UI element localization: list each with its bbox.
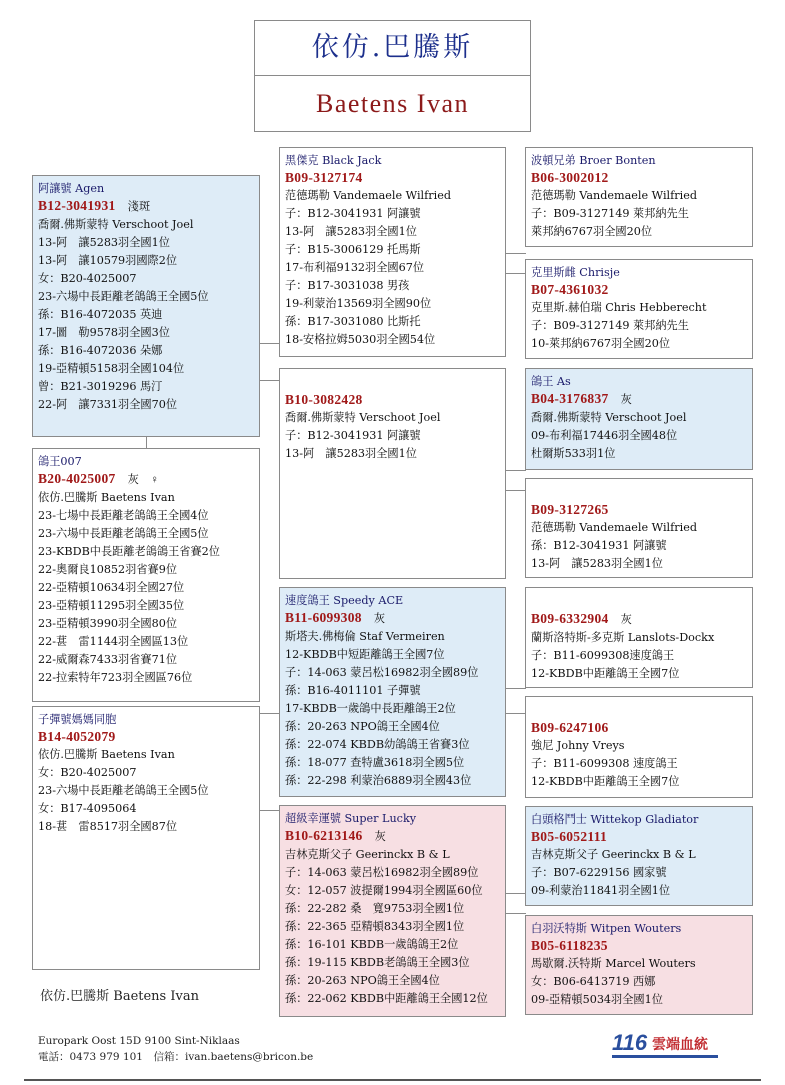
color-note: 灰 ♀ <box>127 474 160 486</box>
info-line: 子：B15-3006129 托馬斯 <box>285 243 421 256</box>
info-line: 子：B09-3127149 萊邦納先生 <box>531 207 689 220</box>
info-line: 17-圖 勒9578羽全國3位 <box>38 326 170 339</box>
info-line: 22-阿 讓7331羽全國70位 <box>38 398 178 411</box>
pigeon-name: 子彈號媽媽同胞 <box>38 713 117 726</box>
pedigree-card-subject <box>32 175 260 437</box>
info-line: 12-KBDB中距離鴿王全國7位 <box>531 775 680 788</box>
info-line: 18-葚 雷8517羽全國87位 <box>38 820 178 833</box>
info-line: 18-安格拉姆5030羽全國54位 <box>285 333 436 346</box>
ring-number: B09-6332904 灰 <box>531 611 633 626</box>
info-line: 17-布利福9132羽全國67位 <box>285 261 425 274</box>
pigeon-name: 黑傑克 Black Jack <box>285 154 382 167</box>
breeder-name: 依仿.巴騰斯 Baetens Ivan <box>40 989 199 1004</box>
pigeon-name: 鴿王007 <box>38 455 82 468</box>
info-line: 孫：B16-4072035 英迪 <box>38 308 163 321</box>
pedigree-card-partner-2-dam-dam <box>525 915 753 1015</box>
info-line: 22-奧爾良10852羽省賽9位 <box>38 563 178 576</box>
info-line: 孫：22-298 利蒙治6889羽全國43位 <box>285 774 472 787</box>
connector <box>505 273 526 274</box>
pigeon-name: 波頓兄弟 Broer Bonten <box>531 154 656 167</box>
info-line: 09-利蒙治11841羽全國1位 <box>531 884 671 897</box>
info-line: 19-亞精頓5158羽全國104位 <box>38 362 185 375</box>
info-line: 孫：22-365 亞精頓8343羽全國1位 <box>285 920 465 933</box>
owner-name-english: Baetens Ivan <box>315 89 469 118</box>
info-line: 09-布利福17446羽全國48位 <box>531 429 678 442</box>
ring-number: B07-4361032 <box>531 282 609 297</box>
color-note: 灰 <box>620 394 633 406</box>
info-line: 子：B12-3041931 阿讓號 <box>285 207 421 220</box>
ring-number: B04-3176837 灰 <box>531 391 633 406</box>
connector <box>505 913 526 914</box>
pigeon-name: 鴿王 As <box>531 375 571 388</box>
brand-logo <box>612 1030 722 1056</box>
pedigree-card-partner-2-sire-sire <box>525 587 753 688</box>
ring-number: B10-3082428 <box>285 392 363 407</box>
info-line: 13-阿 讓5283羽全國1位 <box>285 225 417 238</box>
info-line: 孫：22-074 KBDB幼鴿鴿王省賽3位 <box>285 738 470 751</box>
info-line: 13-阿 讓5283羽全國1位 <box>38 236 170 249</box>
ring-number: B20-4025007 灰 ♀ <box>38 471 160 486</box>
info-line: 22-拉索特年723羽全國區76位 <box>38 671 193 684</box>
info-line: 23-六場中長距離老鴿鴿王全國5位 <box>38 527 209 540</box>
info-line: 孫：18-077 查特盧3618羽全國5位 <box>285 756 465 769</box>
pigeon-name: 克里斯雌 Chrisje <box>531 266 620 279</box>
info-line: 范德瑪勒 Vandemaele Wilfried <box>531 521 697 534</box>
info-line: 喬爾.佛斯蒙特 Verschoot Joel <box>38 218 194 231</box>
pedigree-card-partner-2-dam-sire <box>525 806 753 906</box>
ring-number: B05-6052111 <box>531 829 608 844</box>
info-line: 喬爾.佛斯蒙特 Verschoot Joel <box>285 411 441 424</box>
connector <box>505 893 526 894</box>
pigeon-name: 白頭格鬥士 Wittekop Gladiator <box>531 813 699 826</box>
info-line: 強尼 Johny Vreys <box>531 739 625 752</box>
info-line: 女：B17-4095064 <box>38 802 137 815</box>
info-line: 子：B12-3041931 阿讓號 <box>285 429 421 442</box>
info-line: 喬爾.佛斯蒙特 Verschoot Joel <box>531 411 687 424</box>
pigeon-name: 速度鴿王 Speedy ACE <box>285 594 404 607</box>
ring-number: B09-3127174 <box>285 170 363 185</box>
pedigree-card-dam-sire <box>525 368 753 470</box>
info-line: 13-阿 讓5283羽全國1位 <box>531 557 663 570</box>
info-line: 23-六場中長距離老鴿鴿王全國5位 <box>38 784 209 797</box>
pigeon-name: 白羽沃特斯 Witpen Wouters <box>531 922 682 935</box>
info-line: 23-亞精頓3990羽全國80位 <box>38 617 178 630</box>
ring-number: B14-4052079 <box>38 729 116 744</box>
info-line: 10-萊邦納6767羽全國20位 <box>531 337 671 350</box>
info-line: 孫：20-263 NPO鴿王全國4位 <box>285 974 440 987</box>
info-line: 22-威爾森7433羽省賽71位 <box>38 653 178 666</box>
info-line: 女：B20-4025007 <box>38 766 137 779</box>
info-line: 女：B06-6413719 西娜 <box>531 975 656 988</box>
info-line: 萊邦納6767羽全國20位 <box>531 225 653 238</box>
pedigree-card-sire-dam <box>525 259 753 359</box>
color-note: 灰 <box>620 614 633 626</box>
pedigree-card-dam <box>279 368 506 579</box>
pedigree-card-partner-2 <box>32 706 260 970</box>
connector <box>259 380 280 381</box>
ring-number: B10-6213146 灰 <box>285 828 387 843</box>
color-note: 灰 <box>374 831 387 843</box>
connector <box>259 343 280 344</box>
connector <box>505 253 526 254</box>
info-line: 馬歇爾.沃特斯 Marcel Wouters <box>531 957 696 970</box>
info-line: 孫：22-282 桑 寬9753羽全國1位 <box>285 902 465 915</box>
info-line: 22-亞精頓10634羽全國27位 <box>38 581 185 594</box>
info-line: 子：14-063 蒙呂松16982羽全國89位 <box>285 866 479 879</box>
info-line: 孫：B12-3041931 阿讓號 <box>531 539 667 552</box>
info-line: 吉林克斯父子 Geerinckx B & L <box>285 848 450 861</box>
connector <box>146 436 147 448</box>
logo-text: 雲端血統 <box>652 1037 708 1053</box>
info-line: 13-阿 讓10579羽國際2位 <box>38 254 178 267</box>
info-line: 蘭斯洛特斯-多克斯 Lanslots-Dockx <box>531 631 715 644</box>
color-note: 淺斑 <box>127 201 151 213</box>
info-line: 23-KBDB中長距離老鴿鴿王省賽2位 <box>38 545 220 558</box>
ring-number: B06-3002012 <box>531 170 609 185</box>
info-line: 子：B11-6099308速度鴿王 <box>531 649 675 662</box>
contact-line: 電話：0473 979 101 信箱：ivan.baetens@bricon.be <box>38 1051 314 1063</box>
pedigree-card-partner-1 <box>32 448 260 702</box>
info-line: 22-葚 雷1144羽全國區13位 <box>38 635 189 648</box>
connector <box>505 713 526 714</box>
pedigree-card-dam-dam <box>525 478 753 578</box>
owner-name-chinese: 依仿.巴騰斯 <box>255 21 530 76</box>
pedigree-card-sire-sire <box>525 147 753 247</box>
logo-underline <box>612 1055 718 1058</box>
info-line: 12-KBDB中短距離鴿王全國7位 <box>285 648 445 661</box>
info-line: 范德瑪勒 Vandemaele Wilfried <box>285 189 451 202</box>
connector <box>259 713 280 714</box>
pigeon-name: 超級幸運號 Super Lucky <box>285 812 417 825</box>
info-line: 13-阿 讓5283羽全國1位 <box>285 447 417 460</box>
ring-number: B05-6118235 <box>531 938 608 953</box>
info-line: 12-KBDB中距離鴿王全國7位 <box>531 667 680 680</box>
info-line: 孫：22-062 KBDB中距離鴿王全國12位 <box>285 992 488 1005</box>
connector <box>505 688 526 689</box>
info-line: 吉林克斯父子 Geerinckx B & L <box>531 848 696 861</box>
title-box <box>254 20 531 132</box>
info-line: 曾：B21-3019296 馬汀 <box>38 380 163 393</box>
pedigree-card-partner-2-sire <box>279 587 506 797</box>
ring-number: B09-3127265 <box>531 502 609 517</box>
contact-block <box>38 1033 313 1065</box>
info-line: 孫：16-101 KBDB一歲鴿鴿王2位 <box>285 938 459 951</box>
info-line: 子：B17-3031038 男孩 <box>285 279 410 292</box>
info-line: 孫：19-115 KBDB老鴿鴿王全國3位 <box>285 956 470 969</box>
info-line: 孫：B16-4011101 子彈號 <box>285 684 421 697</box>
info-line: 女：12-057 波提爾1994羽全國區60位 <box>285 884 483 897</box>
ring-number: B11-6099308 灰 <box>285 610 386 625</box>
pedigree-card-partner-2-dam <box>279 805 506 1017</box>
info-line: 23-七場中長距離老鴿鴿王全國4位 <box>38 509 209 522</box>
info-line: 克里斯.赫伯瑞 Chris Hebberecht <box>531 301 707 314</box>
info-line: 子：B07-6229156 國家號 <box>531 866 667 879</box>
info-line: 依仿.巴騰斯 Baetens Ivan <box>38 748 175 761</box>
pigeon-name: 阿讓號 Agen <box>38 182 105 195</box>
ring-number: B12-3041931 淺斑 <box>38 198 151 213</box>
bottom-divider <box>24 1079 761 1081</box>
info-line: 23-亞精頓11295羽全國35位 <box>38 599 185 612</box>
info-line: 依仿.巴騰斯 Baetens Ivan <box>38 491 175 504</box>
info-line: 孫：B16-4072036 朵娜 <box>38 344 163 357</box>
connector <box>505 470 526 471</box>
connector <box>259 810 280 811</box>
ring-number: B09-6247106 <box>531 720 609 735</box>
address-line: Europark Oost 15D 9100 Sint-Niklaas <box>38 1035 240 1047</box>
info-line: 19-利蒙治13569羽全國90位 <box>285 297 432 310</box>
info-line: 子：14-063 蒙呂松16982羽全國89位 <box>285 666 479 679</box>
connector <box>505 490 526 491</box>
info-line: 子：B11-6099308 速度鴿王 <box>531 757 678 770</box>
info-line: 女：B20-4025007 <box>38 272 137 285</box>
pedigree-card-partner-2-sire-dam <box>525 696 753 798</box>
info-line: 范德瑪勒 Vandemaele Wilfried <box>531 189 697 202</box>
info-line: 23-六場中長距離老鴿鴿王全國5位 <box>38 290 209 303</box>
color-note: 灰 <box>373 613 386 625</box>
pedigree-card-sire <box>279 147 506 357</box>
logo-number: 116 <box>612 1030 648 1055</box>
info-line: 17-KBDB一歲鴿中長距離鴿王2位 <box>285 702 456 715</box>
info-line: 孫：20-263 NPO鴿王全國4位 <box>285 720 440 733</box>
info-line: 斯塔夫.佛梅倫 Staf Vermeiren <box>285 630 445 643</box>
info-line: 杜爾斯533羽1位 <box>531 447 616 460</box>
info-line: 子：B09-3127149 萊邦納先生 <box>531 319 689 332</box>
info-line: 09-亞精頓5034羽全國1位 <box>531 993 663 1006</box>
info-line: 孫：B17-3031080 比斯托 <box>285 315 421 328</box>
